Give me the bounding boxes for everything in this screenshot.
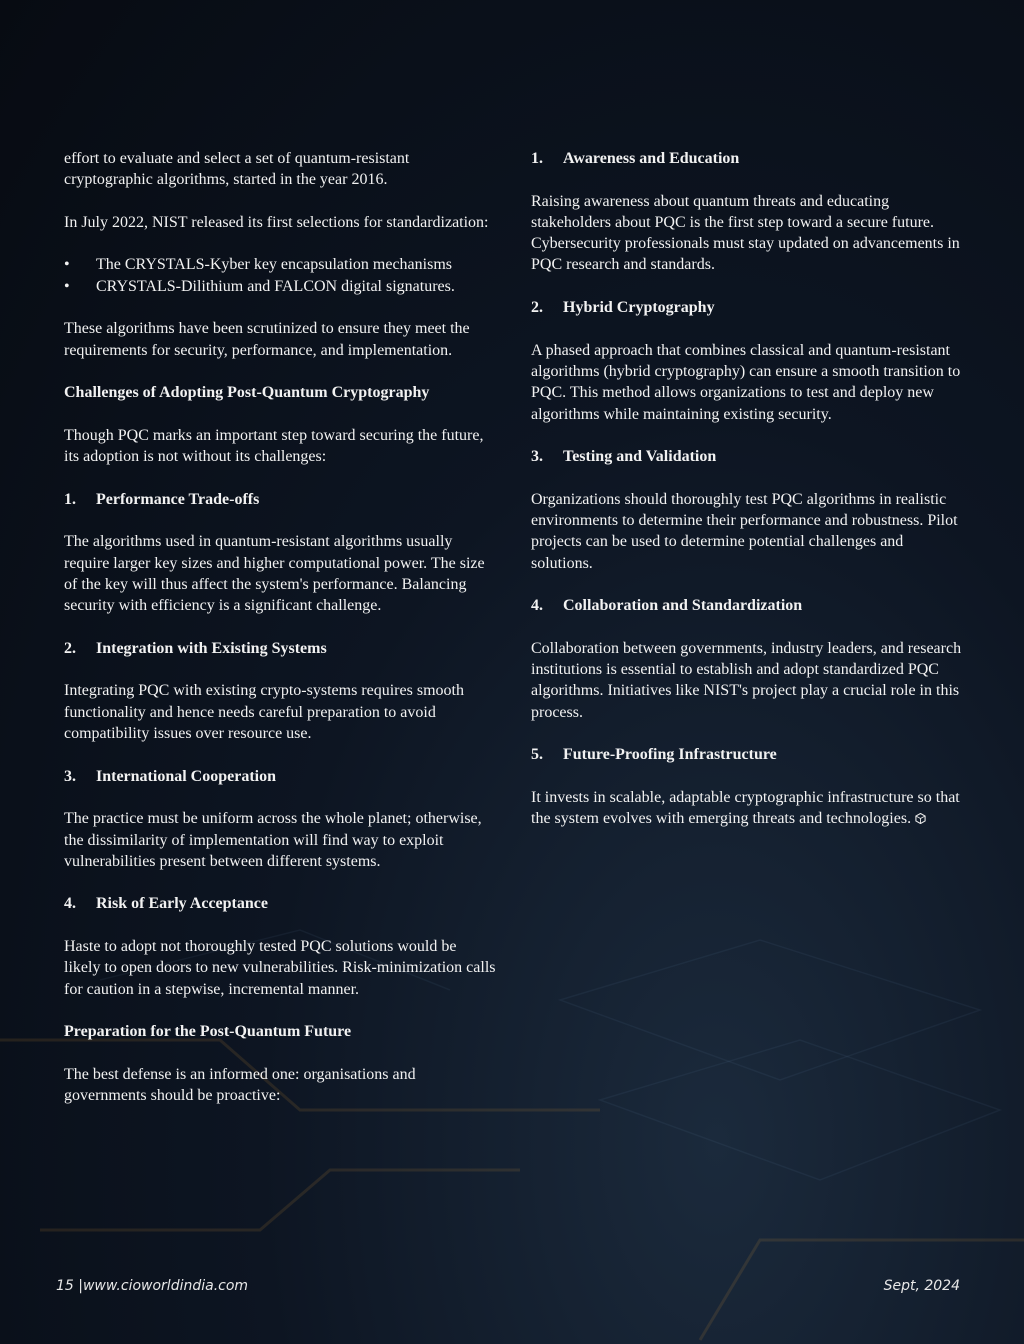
challenges-paragraph: Though PQC marks an important step toward securing the future, its adoption is not without its challenges:: [64, 426, 484, 466]
item-text: Integrating PQC with existing crypto-systems requires smooth functionality and hence needs careful preparation to avoid compatibility issues over resource use.: [64, 682, 464, 743]
footer-date: Sept, 2024: [883, 1278, 960, 1294]
item-heading: 2. Hybrid Cryptography: [531, 299, 715, 317]
selection-list: [64, 254, 496, 297]
nist-selection-paragraph: In July 2022, NIST released its first selections for standardization:: [64, 213, 489, 231]
intro-paragraph: effort to evaluate and select a set of quantum-resistant cryptographic algorithms, started in the year 2016.: [64, 150, 410, 189]
item-heading: 4. Risk of Early Acceptance: [64, 895, 268, 913]
preparation-heading: Preparation for the Post-Quantum Future: [64, 1023, 352, 1041]
item-heading: 2. Integration with Existing Systems: [64, 639, 327, 657]
item-heading: 4. Collaboration and Standardization: [531, 597, 803, 615]
bullet-icon: •: [64, 256, 70, 274]
item-text: A phased approach that combines classical and quantum-resistant algorithms (hybrid cryptography) can ensure a smooth transition to PQC. This method allows organizations to test and deploy new algorithms while maintaining existing security.: [531, 341, 961, 423]
item-heading: 3. Testing and Validation: [531, 448, 717, 466]
item-text: The practice must be uniform across the whole planet; otherwise, the dissimilarity of implementation will find way to exploit vulnerabilities present between different systems.: [64, 810, 482, 870]
item-heading: 5. Future-Proofing Infrastructure: [531, 746, 777, 764]
list-item: • The CRYSTALS-Kyber key encapsulation mechanisms: [64, 254, 496, 275]
item-text: Haste to adopt not thoroughly tested PQC solutions would be likely to open doors to new vulnerabilities. Risk-minimization calls for caution in a stepwise, incremental manner.: [64, 937, 496, 998]
article-end-icon: [915, 813, 926, 824]
bullet-icon: •: [64, 277, 70, 295]
left-column: [64, 148, 496, 1128]
item-heading: 1. Awareness and Education: [531, 150, 740, 167]
item-text: The algorithms used in quantum-resistant algorithms usually require larger key sizes and higher computational power. The size of the key will thus affect the system's performance. Balancing security with efficiency is a significant challenge.: [64, 533, 485, 615]
challenges-heading: Challenges of Adopting Post-Quantum Cryptography: [64, 384, 430, 402]
item-text: It invests in scalable, adaptable cryptographic infrastructure so that the system evolves with emerging threats and technologies.: [531, 788, 960, 828]
preparation-paragraph: The best defense is an informed one: organisations and governments should be proactive:: [64, 1065, 416, 1105]
right-column: [531, 148, 966, 851]
item-heading: 1. Performance Trade-offs: [64, 490, 260, 508]
scrutinized-paragraph: These algorithms have been scrutinized to ensure they meet the requirements for security, performance, and implementation.: [64, 320, 470, 359]
item-text: Organizations should thoroughly test PQC algorithms in realistic environments to determine their performance and robustness. Pilot projects can be used to determine potential challenges and solutions.: [531, 490, 958, 572]
footer-page-site: 15 |www.cioworldindia.com: [56, 1278, 249, 1294]
list-item: • CRYSTALS-Dilithium and FALCON digital signatures.: [64, 276, 496, 297]
item-text: Raising awareness about quantum threats and educating stakeholders about PQC is the first step toward a secure future. Cybersecurity professionals must stay updated on advancements in PQC research and standards.: [531, 192, 960, 274]
item-text: Collaboration between governments, industry leaders, and research institutions is essential to establish and adopt standardized PQC algorithms. Initiatives like NIST's project play a crucial role in this process.: [531, 639, 962, 721]
item-heading: 3. International Cooperation: [64, 767, 276, 785]
